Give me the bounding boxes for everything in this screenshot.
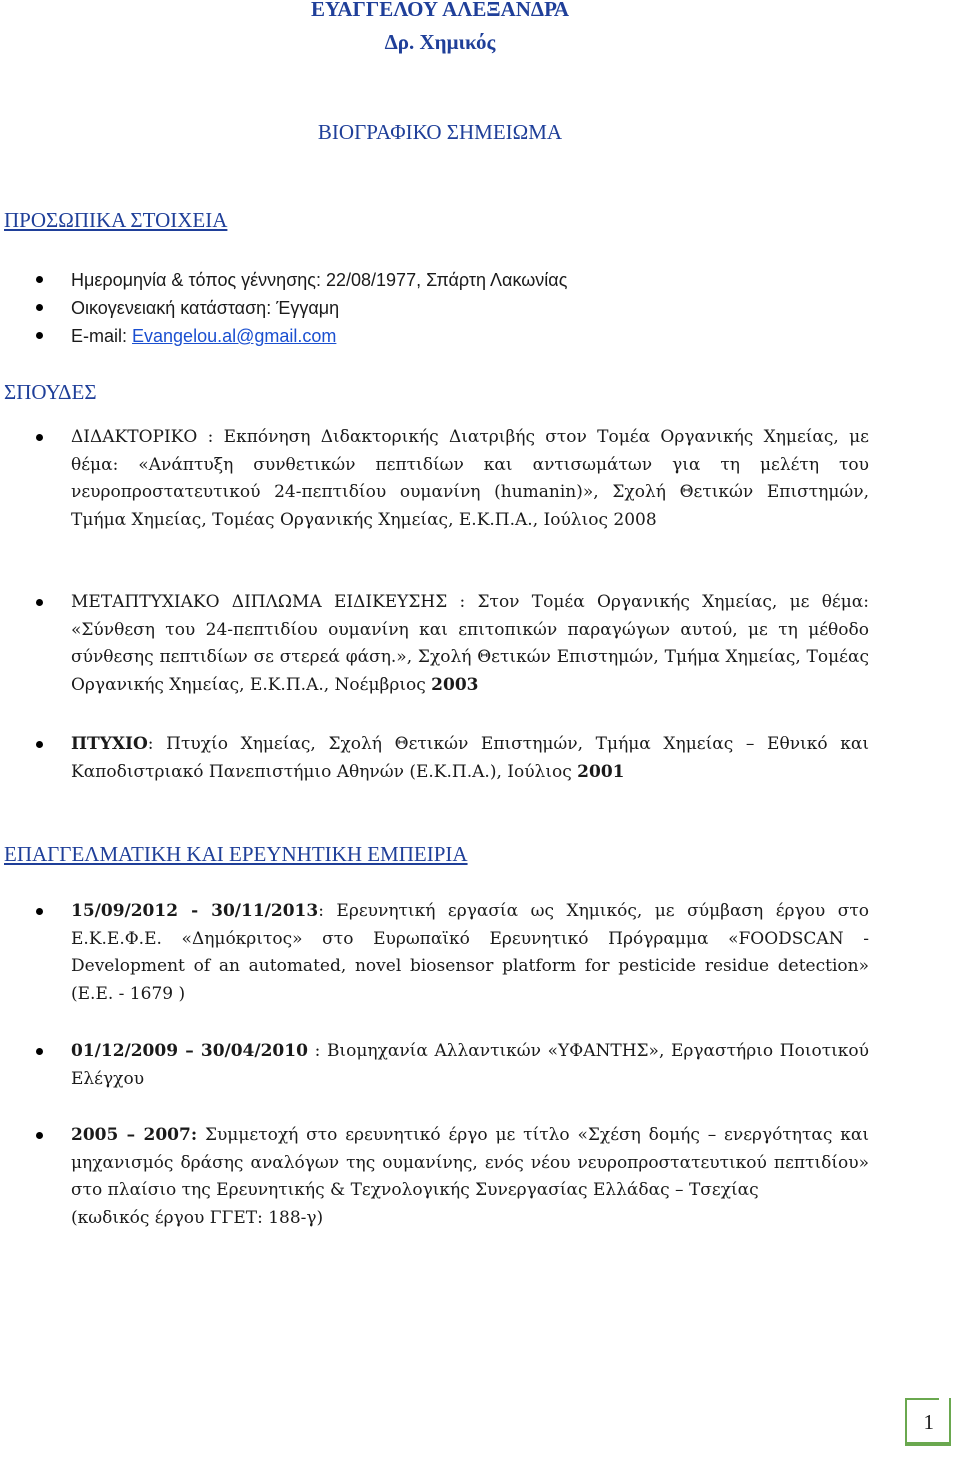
phd-year: 2008 [613, 509, 657, 530]
bullet-icon [36, 741, 43, 748]
personal-list [0, 266, 567, 350]
exp3-dates: 2005 – 2007: [71, 1125, 198, 1145]
bullet-icon [36, 332, 43, 339]
list-item [71, 1122, 869, 1232]
msc-text: : Στον Τομέα Οργανικής Χημείας, με θέμα: «Σύνθεση του 24-πεπτιδίου ουμανίνη και επιτοπικών παραγώγων αυτού, με τη μέθοδο σύνθεσης πεπτιδίων σε στερεά φάση.», Σχολή Θετικών Επιστημών, Τμήμα Χημείας, Τομέας Οργανικής Χημείας, Ε.Κ.Π.Α., Νοέμβριος [71, 592, 869, 695]
list-item [71, 1038, 869, 1093]
exp1-dates: 15/09/2012 - 30/11/2013 [71, 901, 319, 921]
page-number-frame [905, 1442, 951, 1446]
page-number-frame [949, 1398, 951, 1446]
bullet-icon [36, 599, 43, 606]
exp3-code: (κωδικός έργου ΓΓΕΤ: 188-γ) [71, 1207, 324, 1228]
list-item [71, 589, 869, 699]
list-item [0, 266, 567, 294]
msc-year: 2003 [431, 674, 479, 695]
bsc-year: 2001 [577, 761, 625, 782]
email-label: E-mail: [71, 326, 133, 346]
list-item [0, 322, 567, 350]
cv-name: ΕΥΑΓΓΕΛΟΥ ΑΛΕΞΑΝΔΡΑ [311, 0, 569, 21]
exp2-dates: 01/12/2009 – 30/04/2010 [71, 1041, 308, 1061]
page-number-frame [905, 1398, 939, 1400]
list-item [71, 898, 869, 1008]
exp2-text: : Βιομηχανία Αλλαντικών «ΥΦΑΝΤΗΣ», Εργαστήριο Ποιοτικού Ελέγχου [71, 1041, 869, 1089]
bsc-text: : Πτυχίο Χημείας, Σχολή Θετικών Επιστημών, Τμήμα Χημείας – Εθνικό και Καποδιστριακό Πανεπιστήμιο Αθηνών (Ε.Κ.Π.Α.), Ιούλιος [71, 734, 869, 782]
document-title: ΒΙΟΓΡΑΦΙΚΟ ΣΗΜΕΙΩΜΑ [317, 120, 563, 144]
bsc-title: ΠΤΥΧΙΟ [71, 734, 148, 754]
bullet-icon [36, 434, 43, 441]
bullet-icon [36, 276, 43, 283]
bullet-icon [36, 1132, 43, 1139]
experience-heading: ΕΠΑΓΓΕΛΜΑΤΙΚΗ ΚΑΙ ΕΡΕΥΝΗΤΙΚΗ ΕΜΠΕΙΡΙΑ [4, 842, 468, 866]
cv-subtitle: Δρ. Χημικός [384, 30, 496, 54]
personal-heading: ΠΡΟΣΩΠΙΚΑ ΣΤΟΙΧΕΙΑ [4, 208, 228, 232]
bullet-icon [36, 908, 43, 915]
list-item [71, 731, 869, 786]
email-link[interactable]: Evangelou.al@gmail.com [132, 326, 337, 346]
phd-title: ΔΙΔΑΚΤΟΡΙΚΟ [71, 427, 198, 447]
bullet-icon [36, 304, 43, 311]
msc-title: ΜΕΤΑΠΤΥΧΙΑΚΟ ΔΙΠΛΩΜΑ ΕΙΔΙΚΕΥΣΗΣ [71, 592, 448, 612]
exp3-text: Συμμετοχή στο ερευνητικό έργο με τίτλο «Σχέση δομής – ενεργότητας και μηχανισμός δράσης αναλόγων της ουμανίνης, ενός νέου νευροπροστατευτικού πεπτιδίου» στο πλαίσιο της Ερευνητικής & Τεχνολογικής Συνεργασίας Ελλάδας – Τσεχίας [71, 1125, 869, 1200]
studies-heading: ΣΠΟΥΔΕΣ [4, 380, 97, 404]
page-number: 1 [923, 1410, 934, 1434]
list-item [0, 294, 567, 322]
bullet-icon [36, 1048, 43, 1055]
birth-info: Ημερομηνία & τόπος γέννησης: 22/08/1977, Σπάρτη Λακωνίας [71, 270, 568, 290]
phd-text: : Εκπόνηση Διδακτορικής Διατριβής στον Τομέα Οργανικής Χημείας, με θέμα: «Ανάπτυξη συνθετικών πεπτιδίων και αντισωμάτων για τη μελέτη του νευροπροστατευτικού 24-πεπτιδίου ουμανίνη (humanin)», Σχολή Θετικών Επιστημών, Τμήμα Χημείας, Τομέας Οργανικής Χημείας, Ε.Κ.Π.Α., Ιούλιος [71, 427, 869, 530]
list-item [71, 424, 869, 534]
exp1-text: : Ερευνητική εργασία ως Χημικός, με σύμβαση έργου στο Ε.Κ.Ε.Φ.Ε. «Δημόκριτος» στο Ευρωπαϊκό Ερευνητικό Πρόγραμμα «FOODSCAN - Development of an automated, novel biosensor platform for pesticide residue detection» (Ε.Ε. - 1679 ) [71, 901, 869, 1004]
family-status: Οικογενειακή κατάσταση: Έγγαμη [71, 298, 340, 318]
page-number-frame [905, 1398, 907, 1442]
